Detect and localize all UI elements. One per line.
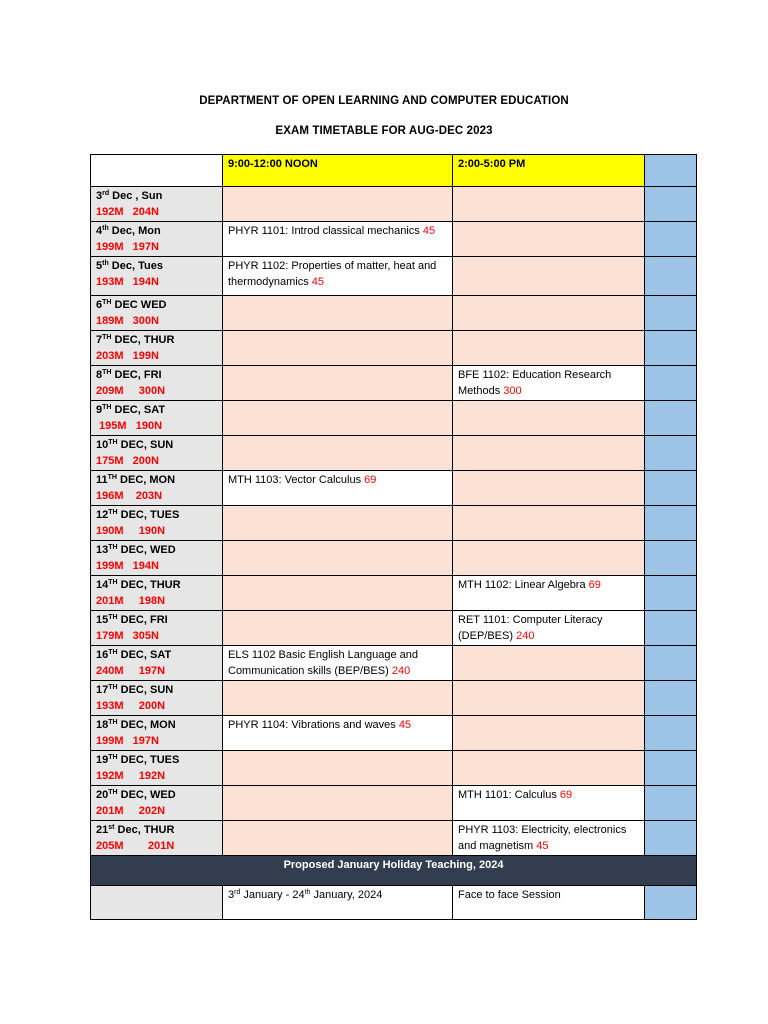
timetable-row — [91, 331, 697, 366]
morning-exam-cell — [223, 821, 453, 856]
morning-exam-cell — [223, 436, 453, 471]
date-suffix: TH — [108, 614, 118, 621]
date-suffix: th — [102, 260, 109, 267]
date-weekday: DEC, FRI — [117, 614, 168, 626]
date-day: 16 — [96, 649, 109, 661]
date-weekday: Dec, THUR — [114, 824, 175, 836]
timetable-row — [91, 222, 697, 257]
holiday-to: January, 2024 — [310, 889, 383, 901]
morning-exam-cell — [223, 257, 453, 296]
date-cell — [91, 611, 223, 646]
timetable-row — [91, 541, 697, 576]
date-weekday: DEC, TUES — [117, 754, 180, 766]
extra-cell — [645, 296, 697, 331]
date-cell — [91, 331, 223, 366]
extra-cell — [645, 222, 697, 257]
date-suffix: TH — [108, 544, 118, 551]
exam-course: BFE 1102: Education Research Methods — [458, 369, 612, 397]
exam-course: MTH 1102: Linear Algebra — [458, 579, 589, 591]
exam-candidate-count: 45 — [536, 840, 549, 852]
header-morning-session: 9:00-12:00 NOON — [223, 155, 453, 187]
date-suffix: st — [108, 824, 115, 831]
holiday-dates-cell — [223, 886, 453, 920]
date-weekday: DEC, WED — [117, 544, 176, 556]
exam-course: PHYR 1104: Vibrations and waves — [228, 719, 399, 731]
date-weekday: DEC, FRI — [111, 369, 162, 381]
extra-cell — [645, 366, 697, 401]
date-suffix: TH — [108, 719, 118, 726]
date-cell — [91, 541, 223, 576]
date-cell — [91, 401, 223, 436]
date-cell — [91, 786, 223, 821]
exam-course: PHYR 1101: Introd classical mechanics — [228, 225, 423, 237]
date-suffix: TH — [102, 369, 112, 376]
date-day: 10 — [96, 439, 109, 451]
afternoon-exam-cell — [453, 366, 645, 401]
date-suffix: TH — [108, 789, 118, 796]
student-counts: 205M 201N — [96, 840, 175, 852]
morning-exam-cell — [223, 681, 453, 716]
date-day: 20 — [96, 789, 109, 801]
student-counts: 201M 202N — [96, 805, 166, 817]
extra-cell — [645, 611, 697, 646]
morning-exam-cell — [223, 541, 453, 576]
timetable-row — [91, 576, 697, 611]
timetable-row — [91, 611, 697, 646]
exam-course: PHYR 1103: Electricity, electronics and magnetism — [458, 824, 627, 852]
date-weekday: DEC, SUN — [117, 684, 174, 696]
morning-exam-cell — [223, 576, 453, 611]
date-weekday: DEC, MON — [116, 474, 176, 486]
timetable-row — [91, 366, 697, 401]
date-suffix: TH — [108, 509, 118, 516]
timetable-row — [91, 401, 697, 436]
date-cell — [91, 471, 223, 506]
timetable-row — [91, 257, 697, 296]
timetable-row — [91, 751, 697, 786]
morning-exam-cell — [223, 506, 453, 541]
date-weekday: DEC, SUN — [117, 439, 174, 451]
extra-cell — [645, 506, 697, 541]
date-cell — [91, 751, 223, 786]
afternoon-exam-cell — [453, 576, 645, 611]
exam-course: ELS 1102 Basic English Language and Communication skills (BEP/BES) — [228, 649, 418, 677]
date-day: 4 — [96, 225, 103, 237]
student-counts: 190M 190N — [96, 525, 166, 537]
extra-cell — [645, 331, 697, 366]
date-suffix: TH — [108, 649, 118, 656]
date-suffix: rd — [102, 190, 110, 197]
student-counts: 199M 197N — [96, 241, 159, 253]
date-weekday: DEC, SAT — [117, 649, 172, 661]
morning-exam-cell — [223, 366, 453, 401]
holiday-empty-cell — [91, 886, 223, 920]
date-suffix: th — [102, 225, 109, 232]
extra-cell — [645, 401, 697, 436]
morning-exam-cell — [223, 646, 453, 681]
date-cell — [91, 436, 223, 471]
timetable-row — [91, 506, 697, 541]
morning-exam-cell — [223, 222, 453, 257]
extra-cell — [645, 541, 697, 576]
date-weekday: Dec, Mon — [108, 225, 161, 237]
header-corner-cell — [91, 155, 223, 187]
date-day: 21 — [96, 824, 109, 836]
timetable-row — [91, 296, 697, 331]
afternoon-exam-cell — [453, 611, 645, 646]
morning-exam-cell — [223, 187, 453, 222]
exam-course: PHYR 1102: Properties of matter, heat and thermodynamics — [228, 260, 437, 288]
document-title: DEPARTMENT OF OPEN LEARNING AND COMPUTER EDUCATION — [199, 95, 569, 107]
document-subtitle: EXAM TIMETABLE FOR AUG-DEC 2023 — [275, 125, 493, 137]
extra-cell — [645, 436, 697, 471]
exam-course: MTH 1103: Vector Calculus — [228, 474, 365, 486]
timetable-row — [91, 436, 697, 471]
date-weekday: DEC, MON — [117, 719, 176, 731]
afternoon-exam-cell — [453, 751, 645, 786]
afternoon-exam-cell — [453, 257, 645, 296]
morning-exam-cell — [223, 716, 453, 751]
holiday-to-suffix: th — [304, 889, 311, 896]
extra-cell — [645, 751, 697, 786]
exam-candidate-count: 45 — [398, 719, 412, 731]
date-weekday: Dec , Sun — [109, 190, 163, 202]
header-afternoon-session: 2:00-5:00 PM — [453, 155, 645, 187]
student-counts: 193M 200N — [96, 700, 166, 712]
date-day: 9 — [96, 404, 103, 416]
student-counts: 199M 197N — [96, 735, 159, 747]
afternoon-exam-cell — [453, 436, 645, 471]
exam-candidate-count: 69 — [364, 474, 377, 486]
date-day: 7 — [96, 334, 103, 346]
date-suffix: TH — [102, 334, 112, 341]
morning-exam-cell — [223, 471, 453, 506]
date-weekday: Dec, Tues — [108, 260, 163, 272]
exam-candidate-count: 69 — [588, 579, 601, 591]
date-day: 12 — [96, 509, 109, 521]
date-day: 11 — [96, 474, 108, 486]
date-suffix: TH — [102, 299, 112, 306]
date-cell — [91, 681, 223, 716]
afternoon-exam-cell — [453, 821, 645, 856]
morning-exam-cell — [223, 296, 453, 331]
date-day: 5 — [96, 260, 103, 272]
date-cell — [91, 576, 223, 611]
date-suffix: TH — [108, 579, 118, 586]
exam-candidate-count: 240 — [391, 665, 411, 677]
date-day: 17 — [96, 684, 109, 696]
exam-candidate-count: 45 — [311, 276, 325, 288]
extra-cell — [645, 576, 697, 611]
header-extra-cell — [645, 155, 697, 187]
date-cell — [91, 506, 223, 541]
extra-cell — [645, 471, 697, 506]
afternoon-exam-cell — [453, 786, 645, 821]
date-day: 13 — [96, 544, 109, 556]
holiday-range: January - 24 — [240, 889, 305, 901]
date-day: 14 — [96, 579, 109, 591]
date-cell — [91, 187, 223, 222]
student-counts: 209M 300N — [96, 385, 166, 397]
student-counts: 199M 194N — [96, 560, 159, 572]
extra-cell — [645, 681, 697, 716]
exam-candidate-count: 69 — [559, 789, 573, 801]
date-cell — [91, 366, 223, 401]
date-day: 19 — [96, 754, 109, 766]
morning-exam-cell — [223, 331, 453, 366]
student-counts: 201M 198N — [96, 595, 166, 607]
extra-cell — [645, 821, 697, 856]
header-row — [91, 155, 697, 187]
date-day: 3 — [96, 190, 103, 202]
date-weekday: DEC, THUR — [111, 334, 175, 346]
holiday-row — [91, 886, 697, 920]
afternoon-exam-cell — [453, 716, 645, 751]
date-weekday: DEC, TUES — [117, 509, 180, 521]
afternoon-exam-cell — [453, 296, 645, 331]
exam-course: RET 1101: Computer Literacy (DEP/BES) — [458, 614, 603, 642]
holiday-session-cell: Face to face Session — [453, 886, 645, 920]
date-suffix: TH — [108, 439, 118, 446]
date-suffix: TH — [102, 404, 112, 411]
timetable-row — [91, 187, 697, 222]
date-day: 15 — [96, 614, 109, 626]
date-suffix: TH — [108, 684, 118, 691]
date-day: 6 — [96, 299, 103, 311]
timetable-row — [91, 786, 697, 821]
morning-exam-cell — [223, 751, 453, 786]
morning-exam-cell — [223, 786, 453, 821]
holiday-band-title: Proposed January Holiday Teaching, 2024 — [91, 856, 697, 886]
afternoon-exam-cell — [453, 646, 645, 681]
student-counts: 195M 190N — [96, 420, 163, 432]
exam-timetable — [90, 154, 697, 920]
date-weekday: DEC, SAT — [111, 404, 166, 416]
extra-cell — [645, 646, 697, 681]
student-counts: 189M 300N — [96, 315, 159, 327]
student-counts: 192M 204N — [96, 206, 159, 218]
extra-cell — [645, 187, 697, 222]
timetable-row — [91, 471, 697, 506]
date-suffix: TH — [107, 474, 117, 481]
student-counts: 203M 199N — [96, 350, 159, 362]
holiday-from-suffix: rd — [234, 889, 241, 896]
exam-candidate-count: 240 — [516, 630, 535, 642]
extra-cell — [645, 886, 697, 920]
holiday-from-day: 3 — [228, 889, 235, 901]
exam-candidate-count: 300 — [503, 385, 522, 397]
date-weekday: DEC WED — [111, 299, 167, 311]
date-cell — [91, 821, 223, 856]
date-cell — [91, 222, 223, 257]
date-day: 18 — [96, 719, 109, 731]
afternoon-exam-cell — [453, 187, 645, 222]
exam-candidate-count: 45 — [422, 225, 436, 237]
afternoon-exam-cell — [453, 681, 645, 716]
timetable-row — [91, 646, 697, 681]
student-counts: 175M 200N — [96, 455, 159, 467]
morning-exam-cell — [223, 401, 453, 436]
afternoon-exam-cell — [453, 541, 645, 576]
timetable-row — [91, 716, 697, 751]
date-cell — [91, 296, 223, 331]
student-counts: 240M 197N — [96, 665, 166, 677]
afternoon-exam-cell — [453, 506, 645, 541]
timetable-row — [91, 681, 697, 716]
student-counts: 179M 305N — [96, 630, 159, 642]
afternoon-exam-cell — [453, 222, 645, 257]
afternoon-exam-cell — [453, 471, 645, 506]
date-cell — [91, 716, 223, 751]
holiday-band — [91, 856, 697, 886]
student-counts: 192M 192N — [96, 770, 166, 782]
afternoon-exam-cell — [453, 331, 645, 366]
student-counts: 196M 203N — [96, 490, 163, 502]
extra-cell — [645, 716, 697, 751]
student-counts: 193M 194N — [96, 276, 159, 288]
date-day: 8 — [96, 369, 103, 381]
date-cell — [91, 646, 223, 681]
extra-cell — [645, 257, 697, 296]
afternoon-exam-cell — [453, 401, 645, 436]
date-suffix: TH — [108, 754, 118, 761]
timetable-row — [91, 821, 697, 856]
date-cell — [91, 257, 223, 296]
extra-cell — [645, 786, 697, 821]
date-weekday: DEC, THUR — [117, 579, 181, 591]
date-weekday: DEC, WED — [117, 789, 176, 801]
exam-course: MTH 1101: Calculus — [458, 789, 560, 801]
morning-exam-cell — [223, 611, 453, 646]
